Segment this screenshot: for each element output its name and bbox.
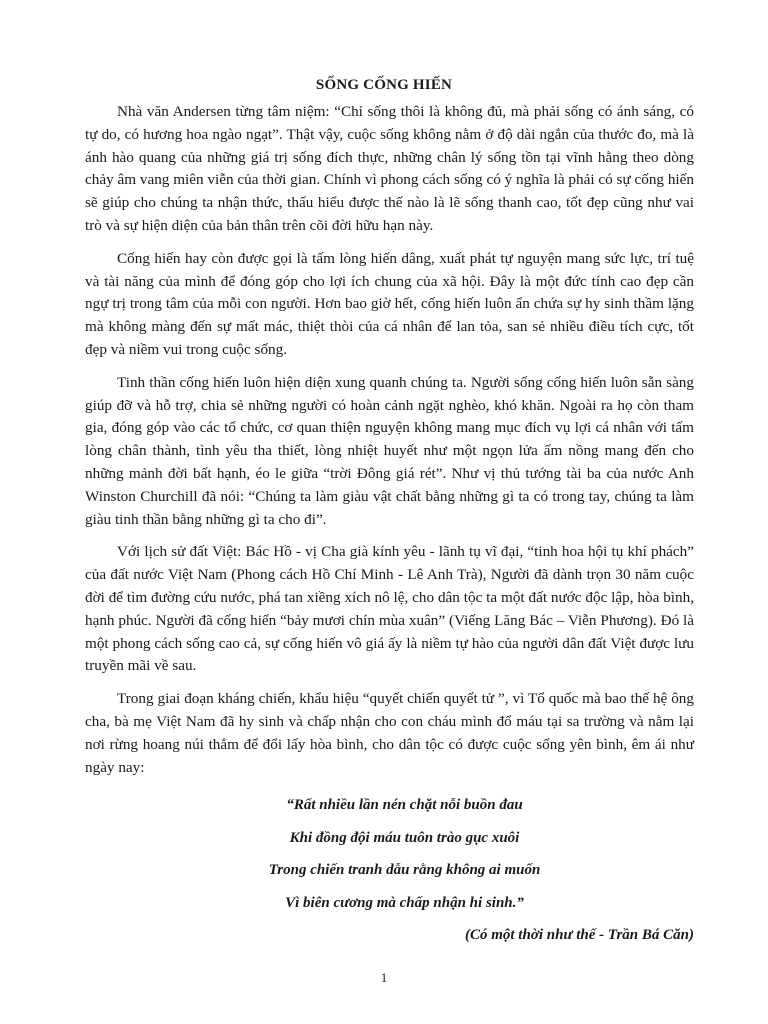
page-title: SỐNG CỐNG HIẾN [315, 77, 453, 93]
paragraph-2: Cống hiến hay còn được gọi là tấm lòng hiến dâng, xuất phát tự nguyện mang sức lực, trí tuệ và tài năng của mình để đóng góp cho lợi ích chung của xã hội. Đây là một đức tính cao đẹp cần ngự trị trong tâm của mỗi con người. Hơn bao giờ hết, cống hiến luôn ẩn chứa sự hy sinh thầm lặng mà không màng đến sự mất mác, thiệt thòi của cá nhân để lan tỏa, san sẻ nhiều điều tích cực, tốt đẹp và niềm vui trong cuộc sống. [85, 249, 694, 358]
poem-line-4: Vì biên cương mà chấp nhận hi sinh.” [285, 894, 524, 911]
paragraph-4: Với lịch sử đất Việt: Bác Hồ - vị Cha già kính yêu - lãnh tụ vĩ đại, “tinh hoa hội tụ khí phách” của đất nước Việt Nam (Phong cách Hồ Chí Minh - Lê Anh Trà), Người đã dành trọn 30 năm cuộc đời để tìm đường cứu nước, phá tan xiềng xích nô lệ, cho dân tộc ta một đất nước độc lập, hòa bình, hạnh phúc. Người đã cống hiến “bảy mươi chín mùa xuân” (Viếng Lăng Bác – Viễn Phương). Đó là một phong cách sống cao cả, sự cống hiến vô giá ấy là niềm tự hào của người dân đất Việt được lưu truyền mãi về sau. [85, 543, 694, 675]
paragraph-5: Trong giai đoạn kháng chiến, khẩu hiệu “quyết chiến quyết tử ”, vì Tổ quốc mà bao thế hệ ông cha, bà mẹ Việt Nam đã hy sinh và chấp nhận cho con cháu mình đổ máu tại sa trường và nằm lại nơi rừng hoang núi thẳm để đổi lấy hòa bình, cho dân tộc có được cuộc sống yên bình, êm ái như ngày nay: [85, 690, 694, 776]
poem-line-2: Khi đồng đội máu tuôn trào gục xuôi [289, 829, 520, 846]
poem-source: (Có một thời như thế - Trần Bá Căn) [464, 927, 694, 944]
page-number: 1 [380, 970, 388, 985]
poem-quote [85, 789, 694, 919]
poem-line-3: Trong chiến tranh dẫu rằng không ai muốn [268, 862, 541, 879]
essay-body [85, 101, 694, 951]
paragraph-1: Nhà văn Andersen từng tâm niệm: “Chỉ sống thôi là không đủ, mà phải sống có ánh sáng, có tự do, có hương hoa ngào ngạt”. Thật vậy, cuộc sống không nằm ở độ dài ngắn của thước đo, mà là ánh hào quang của những giá trị sống đích thực, những chân lý sống tồn tại vĩnh hằng theo dòng chảy âm vang miên viễn của thời gian. Chính vì phong cách sống có ý nghĩa là phải có sự cống hiến sẽ giúp cho chúng ta nhận thức, thấu hiểu được thế nào là lẽ sống thanh cao, tốt đẹp cũng như vai trò và sự hiện diện của bản thân trên cõi đời hữu hạn này. [85, 103, 694, 234]
paragraph-3: Tinh thần cống hiến luôn hiện diện xung quanh chúng ta. Người sống cống hiến luôn sẵn sàng giúp đỡ và hỗ trợ, chia sẻ những người có hoàn cảnh ngặt nghèo, khó khăn. Ngoài ra họ còn tham gia, đóng góp vào các tổ chức, cơ quan thiện nguyện không mang mục đích vụ lợi cá nhân với tấm lòng chân thành, tình yêu tha thiết, lòng nhiệt huyết như một ngọn lửa ấm nồng mang đến cho những mảnh đời bất hạnh, éo le giữa “trời Đông giá rét”. Như vị thủ tướng tài ba của nước Anh Winston Churchill đã nói: “Chúng ta làm giàu vật chất bằng những gì ta có trong tay, chúng ta làm giàu tinh thần bằng những gì ta cho đi”. [85, 373, 694, 528]
poem-line-1: “Rất nhiều lần nén chặt nỗi buồn đau [286, 797, 523, 814]
